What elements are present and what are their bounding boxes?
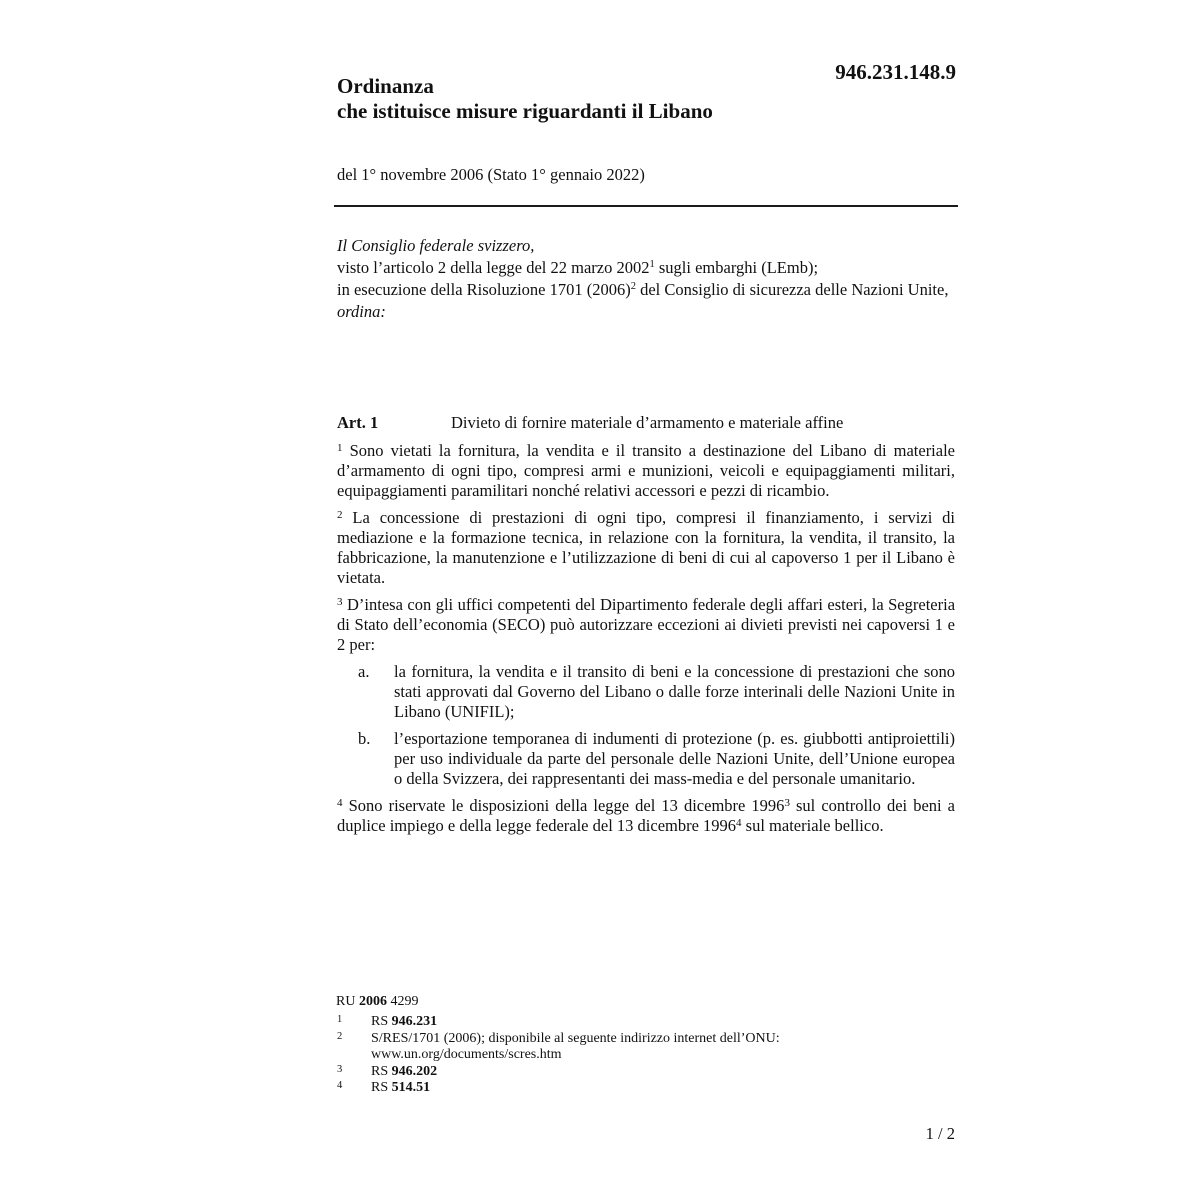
footnote-ref-4[interactable]: 4 — [736, 817, 742, 829]
list-item — [337, 662, 955, 722]
footnote-4-prefix: RS — [371, 1080, 392, 1095]
footnote-2-number: 2 — [337, 1030, 343, 1042]
preamble-basis-2-text: in esecuzione della Risoluzione 1701 (2006) — [337, 280, 631, 299]
footnote-4-ref[interactable]: 514.51 — [391, 1080, 431, 1095]
list-item — [337, 729, 955, 789]
title-line-1: Ordinanza — [337, 74, 434, 98]
footnote-4 — [336, 1080, 956, 1097]
article-title: Divieto di fornire materiale d’armamento e materiale affine — [451, 413, 844, 432]
ru-year: 2006 — [358, 994, 387, 1009]
paragraph-1-number: 1 — [337, 442, 343, 454]
article-number: Art. 1 — [337, 413, 379, 432]
paragraph-3 — [337, 595, 955, 655]
preamble-basis-1-text: visto l’articolo 2 della legge del 22 marzo 2002 — [337, 258, 650, 277]
paragraph-4-text: Sono riservate le disposizioni della legge del 13 dicembre 1996 — [348, 796, 785, 815]
ru-reference — [336, 994, 418, 1010]
list-item-b-text: l’esportazione temporanea di indumenti di protezione (p. es. giubbotti antiproiettili) per uso individuale da parte del personale delle Nazioni Unite, dell’Unione europea o della Svizzera, dei rappresentanti dei mass-media e del personale umanitario. — [394, 729, 955, 788]
footnote-3-number: 3 — [337, 1063, 343, 1075]
title-line-2: che istituisce misure riguardanti il Libano — [337, 99, 713, 123]
list-item-letter-b: b. — [358, 729, 371, 748]
footnote-4-number: 4 — [337, 1080, 343, 1091]
paragraph-1 — [337, 441, 955, 501]
document-title — [337, 74, 897, 124]
footnote-ref-1[interactable]: 1 — [649, 259, 655, 270]
page-number: 1 / 2 — [925, 1124, 955, 1143]
paragraph-4-text-end: sul materiale bellico. — [741, 816, 884, 835]
footnote-3-prefix: RS — [371, 1063, 392, 1079]
list-item-letter-a: a. — [358, 662, 370, 681]
paragraph-4-number: 4 — [337, 797, 343, 809]
paragraph-2-number: 2 — [337, 509, 343, 521]
footnote-1-ref[interactable]: 946.231 — [391, 1014, 438, 1029]
paragraph-4-text-mid: sul controllo dei beni a duplice impiego e della legge federale del 13 dicembre 1996 — [337, 796, 956, 835]
footnote-ref-2[interactable]: 2 — [630, 281, 636, 292]
preamble — [337, 236, 957, 328]
header-divider — [334, 205, 958, 207]
ru-page: 4299 — [386, 994, 419, 1009]
preamble-basis-2 — [337, 280, 957, 299]
article-1-heading — [337, 413, 957, 433]
paragraph-2-text: La concessione di prestazioni di ogni tipo, compresi il finanziamento, i servizi di mediazione e la formazione tecnica, in relazione con la fornitura, la vendita, il transito, la fabbricazione, la manutenzione e l’utilizzazione di beni di cui al capoverso 1 per il Libano è vietata. — [337, 508, 956, 587]
paragraph-3-text: D’intesa con gli uffici competenti del Dipartimento federale degli affari esteri, la Segreteria di Stato dell’economia (SECO) può autorizzare eccezioni ai divieti previsti nei capoversi 1 e 2 per: — [337, 595, 956, 654]
footnote-2 — [336, 1031, 956, 1064]
preamble-basis-1 — [337, 258, 957, 277]
list-item-a-text: la fornitura, la vendita e il transito di beni e la concessione di prestazioni che sono stati approvati dal Governo del Libano o dalle forze interinali delle Nazioni Unite in Libano (UNIFIL); — [394, 662, 955, 721]
footnote-2-text: S/RES/1701 (2006); disponibile al seguente indirizzo internet dell’ONU: www.un.org/documents/scres.htm — [371, 1030, 780, 1062]
paragraph-2 — [337, 508, 955, 588]
document-date: del 1° novembre 2006 (Stato 1° gennaio 2022) — [337, 165, 645, 184]
preamble-basis-2-tail: del Consiglio di sicurezza delle Nazioni Unite, — [635, 280, 949, 299]
ru-prefix: RU — [336, 994, 359, 1009]
paragraph-3-number: 3 — [337, 596, 343, 608]
preamble-basis-1-tail: sugli embarghi (LEmb); — [654, 258, 819, 277]
preamble-authority: Il Consiglio federale svizzero, — [337, 236, 535, 255]
footnote-1-number: 1 — [337, 1014, 343, 1025]
preamble-ordina: ordina: — [337, 302, 386, 321]
paragraph-1-text: Sono vietati la fornitura, la vendita e il transito a destinazione del Libano di materiale d’armamento di ogni tipo, compresi armi e munizioni, veicoli e equipaggiamenti militari, equipaggiamenti paramilitari nonché relativi accessori e pezzi di ricambio. — [337, 441, 956, 500]
article-1-body — [337, 441, 955, 843]
footnote-3-ref[interactable]: 946.202 — [391, 1063, 438, 1079]
footnotes — [336, 1014, 956, 1097]
footnote-3 — [336, 1064, 956, 1081]
sr-number: 946.231.148.9 — [835, 60, 956, 84]
footnote-1 — [336, 1014, 956, 1031]
footnote-ref-3[interactable]: 3 — [784, 797, 790, 809]
footnote-1-prefix: RS — [371, 1014, 392, 1029]
paragraph-4 — [337, 796, 955, 836]
